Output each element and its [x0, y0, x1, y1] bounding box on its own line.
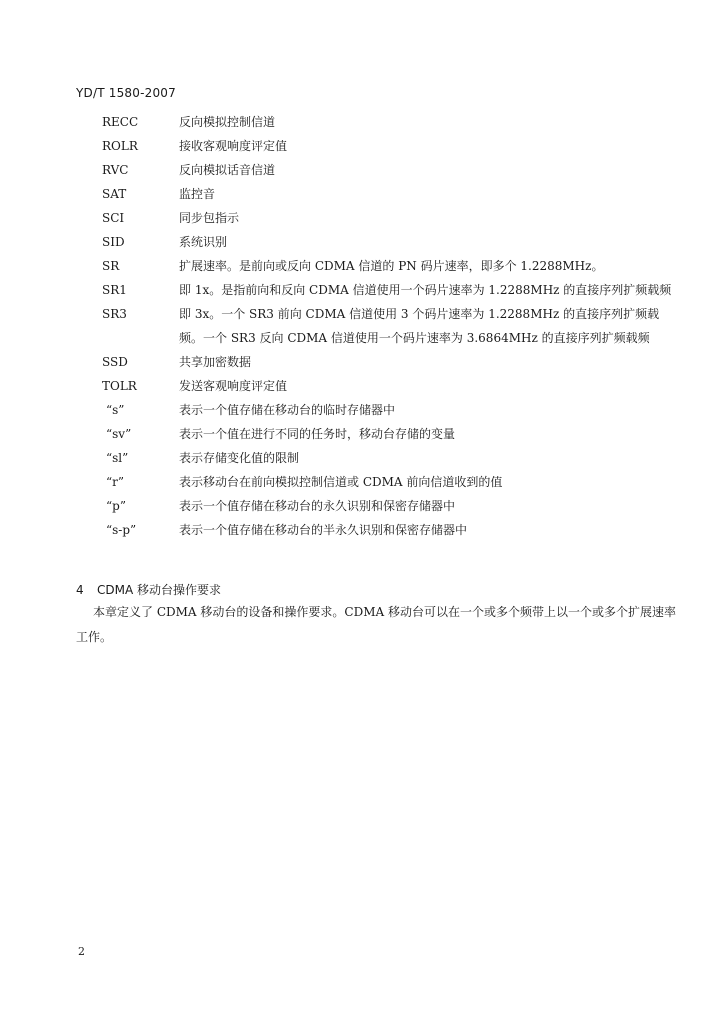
abbreviation-definition: 即 1x。是指前向和反向 CDMA 信道使用一个码片速率为 1.2288MHz 的直接序列扩频载频 [179, 283, 672, 297]
abbreviation-definition: 表示存储变化值的限制 [179, 451, 300, 465]
abbreviation-row [0, 422, 728, 446]
abbreviation-definition: 表示一个值在进行不同的任务时，移动台存储的变量 [179, 427, 456, 441]
document-header: YD/T 1580-2007 [76, 86, 176, 100]
abbreviation-definition: 即 3x。一个 SR3 前向 CDMA 信道使用 3 个码片速率为 1.2288MHz 的直接序列扩频载频。一个 SR3 反向 CDMA 信道使用一个码片速率为 3.6864MHz 的直接序列扩频载频 [179, 307, 660, 345]
abbreviation-term: SR1 [102, 283, 127, 297]
abbreviation-row [0, 134, 728, 158]
abbreviation-definition: 接收客观响度评定值 [179, 139, 288, 153]
abbreviation-row [0, 374, 728, 398]
abbreviation-definition: 反向模拟话音信道 [179, 163, 276, 177]
abbreviation-row [0, 518, 728, 542]
abbreviation-definition: 监控音 [179, 187, 216, 201]
abbreviation-term: “s-p” [106, 523, 137, 537]
abbreviation-row [0, 494, 728, 518]
abbreviation-term: TOLR [102, 379, 137, 393]
abbreviation-row [0, 110, 728, 134]
abbreviation-definition: 反向模拟控制信道 [179, 115, 276, 129]
abbreviation-definition: 表示一个值存储在移动台的永久识别和保密存储器中 [179, 499, 456, 513]
abbreviation-row [0, 182, 728, 206]
abbreviation-definition: 表示一个值存储在移动台的临时存储器中 [179, 403, 396, 417]
abbreviation-term: SR [102, 259, 120, 273]
abbreviation-term: SR3 [102, 307, 127, 321]
abbreviation-row [0, 158, 728, 182]
abbreviation-definition: 系统识别 [179, 235, 228, 249]
abbreviation-term: “sl” [106, 451, 129, 465]
abbreviation-row [0, 302, 728, 350]
page-number: 2 [78, 945, 85, 958]
abbreviation-list [0, 110, 728, 542]
abbreviation-row [0, 398, 728, 422]
abbreviation-definition: 共享加密数据 [179, 355, 252, 369]
abbreviation-definition: 表示移动台在前向模拟控制信道或 CDMA 前向信道收到的值 [179, 475, 503, 489]
abbreviation-row [0, 230, 728, 254]
abbreviation-term: RVC [102, 163, 129, 177]
section-title: CDMA 移动台操作要求 [97, 583, 221, 597]
abbreviation-term: SAT [102, 187, 127, 201]
abbreviation-term: “sv” [106, 427, 132, 441]
abbreviation-term: SCI [102, 211, 125, 225]
abbreviation-term: SID [102, 235, 125, 249]
abbreviation-row [0, 350, 728, 374]
abbreviation-term: “p” [106, 499, 126, 513]
abbreviation-definition: 同步包指示 [179, 211, 240, 225]
body-paragraph: 本章定义了 CDMA 移动台的设备和操作要求。CDMA 移动台可以在一个或多个频带上以一个或多个扩展速率工作。 [76, 605, 676, 644]
abbreviation-term: ROLR [102, 139, 138, 153]
abbreviation-row [0, 278, 728, 302]
section-number: 4 [76, 583, 84, 597]
abbreviation-term: SSD [102, 355, 128, 369]
abbreviation-term: “s” [106, 403, 125, 417]
section-heading [76, 581, 221, 598]
abbreviation-term: “r” [106, 475, 125, 489]
abbreviation-term: RECC [102, 115, 139, 129]
abbreviation-row [0, 446, 728, 470]
abbreviation-definition: 表示一个值存储在移动台的半永久识别和保密存储器中 [179, 523, 468, 537]
abbreviation-row [0, 254, 728, 278]
abbreviation-definition: 发送客观响度评定值 [179, 379, 288, 393]
abbreviation-row [0, 206, 728, 230]
abbreviation-definition: 扩展速率。是前向或反向 CDMA 信道的 PN 码片速率，即多个 1.2288MHz。 [179, 259, 604, 273]
abbreviation-row [0, 470, 728, 494]
